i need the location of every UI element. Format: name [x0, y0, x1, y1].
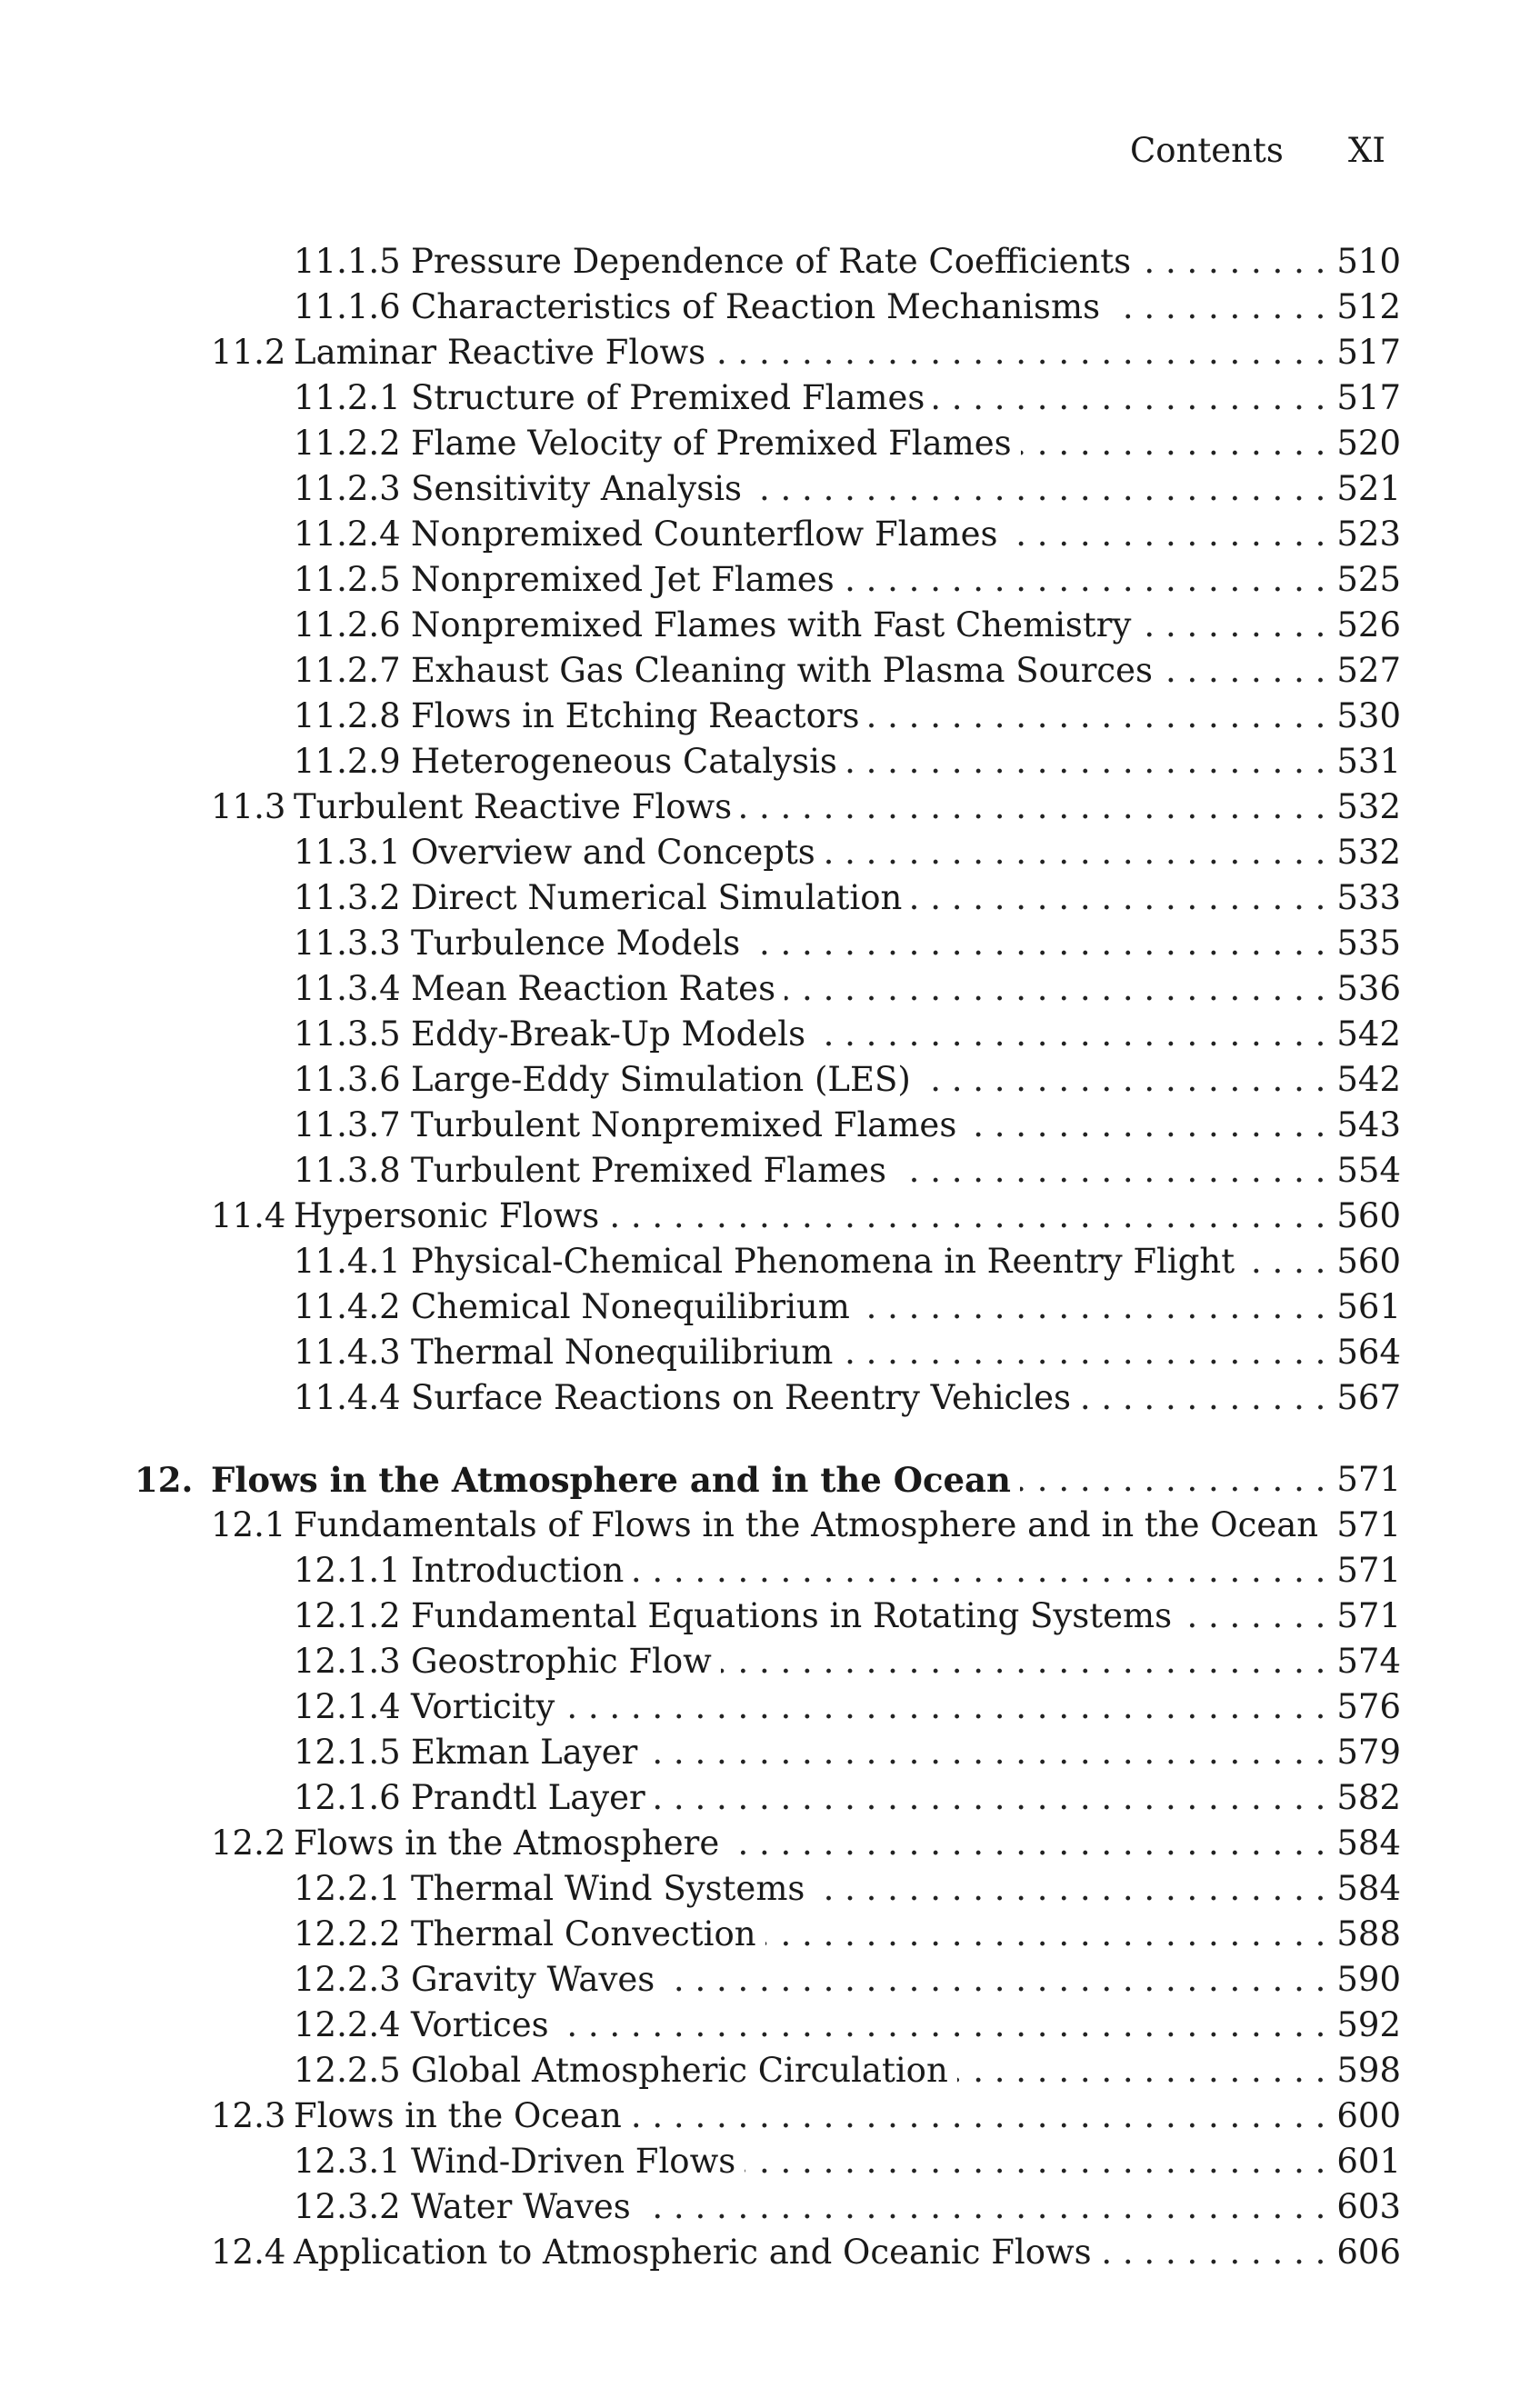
table-of-contents [0, 239, 1530, 2275]
toc-entry-number: 11.1.5 [294, 242, 401, 281]
toc-entry[interactable] [0, 1594, 1530, 1639]
dot-leader [1162, 648, 1325, 694]
toc-entry-title: Flows in the Atmosphere [294, 1823, 720, 1863]
toc-entry[interactable] [0, 739, 1530, 784]
toc-entry-title: Turbulent Reactive Flows [294, 787, 733, 826]
toc-entry-title: Chemical Nonequilibrium [411, 1287, 850, 1326]
toc-entry-title: Hypersonic Flows [294, 1196, 600, 1235]
toc-entry-title: Flame Velocity of Premixed Flames [411, 424, 1012, 463]
toc-entry-title: Flows in the Atmosphere and in the Ocean [211, 1460, 1011, 1500]
toc-entry-number: 11.2.6 [294, 605, 401, 644]
toc-entry-title: Exhaust Gas Cleaning with Plasma Sources [411, 651, 1154, 690]
toc-entry-number: 11.3.7 [294, 1105, 401, 1144]
toc-entry-number: 12.1.2 [294, 1596, 401, 1635]
toc-entry-page: 600 [1336, 2096, 1401, 2135]
toc-entry-page: 560 [1336, 1242, 1401, 1281]
dot-leader [814, 1866, 1325, 1912]
toc-chapter-11-entries [0, 239, 1530, 1421]
toc-entry-page: 576 [1336, 1687, 1401, 1726]
toc-entry-title: Fundamental Equations in Rotating Systems [411, 1596, 1173, 1635]
toc-entry-number: 12.2.4 [294, 2005, 401, 2044]
toc-entry-page: 532 [1336, 787, 1401, 826]
toc-entry[interactable] [0, 375, 1530, 421]
toc-entry-page: 542 [1336, 1060, 1401, 1099]
toc-entry-page: 527 [1336, 651, 1401, 690]
toc-entry-page: 590 [1336, 1960, 1401, 1999]
dot-leader [844, 557, 1326, 603]
toc-entry-page: 584 [1336, 1869, 1401, 1908]
toc-entry-number: 12.2.1 [294, 1869, 401, 1908]
toc-entry[interactable] [0, 330, 1530, 375]
toc-entry[interactable] [0, 921, 1530, 966]
dot-leader [1020, 1457, 1325, 1503]
toc-entry-number: 11.2.5 [294, 560, 401, 599]
toc-entry-page: 603 [1336, 2187, 1401, 2226]
dot-leader [741, 784, 1325, 830]
toc-entry[interactable] [0, 1639, 1530, 1684]
toc-entry-number: 11.3.5 [294, 1014, 401, 1054]
toc-entry[interactable] [0, 557, 1530, 603]
toc-entry-page: 533 [1336, 878, 1401, 917]
dot-leader [965, 1103, 1325, 1148]
toc-entry-title: Laminar Reactive Flows [294, 333, 706, 372]
toc-entry-title: Flows in Etching Reactors [411, 696, 860, 735]
toc-entry-title: Characteristics of Reaction Mechanisms [411, 287, 1101, 326]
dot-leader [1080, 1375, 1325, 1421]
toc-entry-page: 606 [1336, 2233, 1401, 2272]
toc-entry-number: 12.2.2 [294, 1914, 401, 1953]
toc-entry[interactable] [0, 466, 1530, 512]
toc-entry-title: Nonpremixed Counterflow Flames [411, 515, 998, 554]
toc-entry-number: 11.2.8 [294, 696, 401, 735]
toc-entry-number: 11.3.6 [294, 1060, 401, 1099]
toc-entry-page: 512 [1336, 287, 1401, 326]
toc-entry-page: 574 [1336, 1642, 1401, 1681]
toc-entry-number: 11.2.1 [294, 378, 401, 417]
dot-leader [869, 694, 1326, 739]
running-head [1000, 129, 1385, 173]
toc-entry[interactable] [0, 1821, 1530, 1866]
toc-entry-number: 12.1.1 [294, 1551, 401, 1590]
dot-leader [633, 1548, 1325, 1594]
toc-entry-title: Turbulent Premixed Flames [411, 1151, 887, 1190]
dot-leader [715, 330, 1325, 375]
toc-entry-title: Pressure Dependence of Rate Coefficients [411, 242, 1132, 281]
toc-entry-number: 11.3.1 [294, 833, 401, 872]
dot-leader [655, 1775, 1326, 1821]
toc-entry-page: 532 [1336, 833, 1401, 872]
toc-entry[interactable] [0, 2184, 1530, 2230]
toc-entry-number: 11.3.2 [294, 878, 401, 917]
dot-leader [1109, 285, 1325, 330]
toc-entry-page: 536 [1336, 969, 1401, 1008]
toc-entry[interactable] [0, 1194, 1530, 1239]
toc-entry[interactable] [0, 1239, 1530, 1284]
toc-entry-title: Surface Reactions on Reentry Vehicles [411, 1378, 1071, 1417]
dot-leader [825, 830, 1326, 875]
toc-entry-number: 12. [135, 1460, 194, 1500]
toc-entry-title: Water Waves [411, 2187, 631, 2226]
dot-leader [1021, 421, 1326, 466]
toc-entry-number: 11.2.7 [294, 651, 401, 690]
toc-entry-title: Thermal Nonequilibrium [411, 1333, 834, 1372]
toc-entry-title: Turbulence Models [411, 924, 741, 963]
toc-entry-number: 11.2.4 [294, 515, 401, 554]
toc-entry-number: 11.1.6 [294, 287, 401, 326]
toc-entry-page: 571 [1336, 1596, 1401, 1635]
toc-entry-number: 12.2.5 [294, 2051, 401, 2090]
toc-entry[interactable] [0, 512, 1530, 557]
dot-leader [846, 739, 1325, 784]
toc-entry[interactable] [0, 1912, 1530, 1957]
toc-entry-page: 567 [1336, 1378, 1401, 1417]
dot-leader [895, 1148, 1325, 1194]
toc-entry[interactable] [0, 421, 1530, 466]
toc-entry-page: 535 [1336, 924, 1401, 963]
toc-entry-title: Sensitivity Analysis [411, 469, 743, 508]
toc-entry-number: 11.4.4 [294, 1378, 401, 1417]
toc-entry-number: 11.2 [211, 333, 286, 372]
toc-entry-title: Prandtl Layer [411, 1778, 645, 1817]
dot-leader [608, 1194, 1325, 1239]
toc-entry[interactable] [0, 1057, 1530, 1103]
dot-leader [785, 966, 1325, 1012]
toc-chapter-12-entries [0, 1503, 1530, 2275]
toc-entry[interactable] [0, 1866, 1530, 1912]
dot-leader [564, 1684, 1325, 1730]
dot-leader [1140, 239, 1325, 285]
toc-entry-page: 561 [1336, 1287, 1401, 1326]
toc-entry-number: 12.1.6 [294, 1778, 401, 1817]
toc-entry-page: 564 [1336, 1333, 1401, 1372]
toc-entry-title: Wind-Driven Flows [411, 2142, 736, 2181]
dot-leader [721, 1639, 1326, 1684]
toc-entry-page: 543 [1336, 1105, 1401, 1144]
toc-entry-title: Gravity Waves [411, 1960, 655, 1999]
toc-entry-number: 12.4 [211, 2233, 286, 2272]
toc-entry[interactable] [0, 1103, 1530, 1148]
dot-leader [749, 921, 1325, 966]
dot-leader [911, 875, 1325, 921]
toc-entry-page: 523 [1336, 515, 1401, 554]
toc-entry-title: Fundamentals of Flows in the Atmosphere and in the Ocean [294, 1505, 1319, 1544]
toc-entry-page: 517 [1336, 333, 1401, 372]
toc-entry[interactable] [0, 875, 1530, 921]
toc-entry-number: 11.2.9 [294, 742, 401, 781]
toc-entry-number: 12.1.5 [294, 1733, 401, 1772]
toc-entry-number: 11.3.8 [294, 1151, 401, 1190]
toc-entry[interactable] [0, 966, 1530, 1012]
toc-entry[interactable] [0, 830, 1530, 875]
toc-entry[interactable] [0, 285, 1530, 330]
toc-entry-title: Vorticity [411, 1687, 555, 1726]
dot-leader [920, 1057, 1326, 1103]
toc-entry-number: 12.3.2 [294, 2187, 401, 2226]
toc-entry-number: 11.3.4 [294, 969, 401, 1008]
toc-entry-number: 12.1 [211, 1505, 286, 1544]
dot-leader [934, 375, 1325, 421]
toc-entry-page: 531 [1336, 742, 1401, 781]
toc-entry[interactable] [0, 1503, 1530, 1548]
toc-entry-page: 584 [1336, 1823, 1401, 1863]
toc-entry-number: 12.1.4 [294, 1687, 401, 1726]
toc-entry[interactable] [0, 2048, 1530, 2093]
toc-entry-number: 11.3 [211, 787, 286, 826]
toc-entry-page: 592 [1336, 2005, 1401, 2044]
toc-entry-title: Heterogeneous Catalysis [411, 742, 837, 781]
toc-entry[interactable] [0, 2139, 1530, 2184]
toc-entry-number: 11.4.3 [294, 1333, 401, 1372]
toc-entry-page: 601 [1336, 2142, 1401, 2181]
toc-entry-title: Thermal Convection [411, 1914, 756, 1953]
toc-entry-page: 526 [1336, 605, 1401, 644]
running-head-section: Contents [1130, 131, 1284, 170]
toc-entry-number: 11.3.3 [294, 924, 401, 963]
toc-entry[interactable] [0, 1284, 1530, 1330]
toc-entry-number: 12.3.1 [294, 2142, 401, 2181]
toc-entry-title: Mean Reaction Rates [411, 969, 776, 1008]
dot-leader [957, 2048, 1326, 2093]
page-number: XI [1348, 131, 1385, 170]
dot-leader [1101, 2230, 1326, 2275]
dot-leader [1140, 603, 1325, 648]
dot-leader [728, 1821, 1325, 1866]
toc-entry[interactable] [0, 694, 1530, 739]
toc-entry-page: 571 [1336, 1505, 1401, 1544]
dot-leader [1007, 512, 1326, 557]
toc-entry-number: 11.4.1 [294, 1242, 401, 1281]
toc-entry[interactable] [0, 2093, 1530, 2139]
dot-leader [842, 1330, 1325, 1375]
toc-entry-page: 542 [1336, 1014, 1401, 1054]
toc-entry-number: 12.1.3 [294, 1642, 401, 1681]
toc-entry-page: 520 [1336, 424, 1401, 463]
toc-entry-page: 525 [1336, 560, 1401, 599]
toc-entry[interactable] [0, 1548, 1530, 1594]
toc-entry-title: Vortices [411, 2005, 549, 2044]
chapter-gap [0, 1421, 1530, 1457]
toc-entry[interactable] [0, 1148, 1530, 1194]
toc-entry-page: 560 [1336, 1196, 1401, 1235]
dot-leader [664, 1957, 1325, 2003]
toc-entry[interactable] [0, 1730, 1530, 1775]
toc-entry-number: 11.2.3 [294, 469, 401, 508]
toc-entry-number: 12.3 [211, 2096, 286, 2135]
toc-entry-page: 530 [1336, 696, 1401, 735]
toc-entry[interactable] [0, 1684, 1530, 1730]
toc-entry[interactable] [0, 2003, 1530, 2048]
toc-entry-page: 521 [1336, 469, 1401, 508]
dot-leader [646, 1730, 1325, 1775]
toc-entry-page: 582 [1336, 1778, 1401, 1817]
toc-entry-title: Overview and Concepts [411, 833, 815, 872]
dot-leader [765, 1912, 1326, 1957]
toc-entry-title: Thermal Wind Systems [411, 1869, 805, 1908]
dot-leader [751, 466, 1325, 512]
toc-entry-title: Direct Numerical Simulation [411, 878, 903, 917]
toc-entry-number: 12.2.3 [294, 1960, 401, 1999]
toc-entry-number: 12.2 [211, 1823, 286, 1863]
toc-entry[interactable] [0, 239, 1530, 285]
toc-entry-title: Application to Atmospheric and Oceanic Flows [294, 2233, 1092, 2272]
toc-entry-number: 11.4.2 [294, 1287, 401, 1326]
toc-entry-page: 510 [1336, 242, 1401, 281]
toc-entry-title: Global Atmospheric Circulation [411, 2051, 948, 2090]
toc-chapter-12[interactable] [0, 1457, 1530, 1503]
toc-entry[interactable] [0, 2230, 1530, 2275]
toc-entry-title: Eddy-Break-Up Models [411, 1014, 806, 1054]
dot-leader [558, 2003, 1326, 2048]
toc-entry[interactable] [0, 603, 1530, 648]
toc-entry-page: 517 [1336, 378, 1401, 417]
toc-entry[interactable] [0, 648, 1530, 694]
toc-entry-number: 11.4 [211, 1196, 286, 1235]
toc-entry[interactable] [0, 1012, 1530, 1057]
dot-leader [859, 1284, 1326, 1330]
toc-entry-title: Nonpremixed Flames with Fast Chemistry [411, 605, 1132, 644]
toc-entry-title: Ekman Layer [411, 1733, 638, 1772]
toc-entry-page: 598 [1336, 2051, 1401, 2090]
toc-entry[interactable] [0, 1775, 1530, 1821]
dot-leader [640, 2184, 1326, 2230]
toc-entry-title: Turbulent Nonpremixed Flames [411, 1105, 957, 1144]
toc-entry-title: Introduction [411, 1551, 625, 1590]
toc-entry-title: Flows in the Ocean [294, 2096, 622, 2135]
dot-leader [815, 1012, 1325, 1057]
toc-entry-page: 571 [1336, 1460, 1401, 1499]
dot-leader [745, 2139, 1325, 2184]
toc-entry-page: 588 [1336, 1914, 1401, 1953]
toc-entry-title: Structure of Premixed Flames [411, 378, 925, 417]
dot-leader [1244, 1239, 1325, 1284]
toc-entry-title: Geostrophic Flow [411, 1642, 712, 1681]
toc-entry-page: 554 [1336, 1151, 1401, 1190]
toc-entry[interactable] [0, 1375, 1530, 1421]
toc-entry-title: Physical-Chemical Phenomena in Reentry Flight [411, 1242, 1235, 1281]
toc-entry-page: 579 [1336, 1733, 1401, 1772]
toc-entry-title: Large-Eddy Simulation (LES) [411, 1060, 911, 1099]
toc-entry[interactable] [0, 1330, 1530, 1375]
toc-entry[interactable] [0, 784, 1530, 830]
toc-entry[interactable] [0, 1957, 1530, 2003]
toc-entry-number: 11.2.2 [294, 424, 401, 463]
dot-leader [1181, 1594, 1325, 1639]
toc-entry-page: 571 [1336, 1551, 1401, 1590]
dot-leader [631, 2093, 1326, 2139]
toc-entry-title: Nonpremixed Jet Flames [411, 560, 835, 599]
